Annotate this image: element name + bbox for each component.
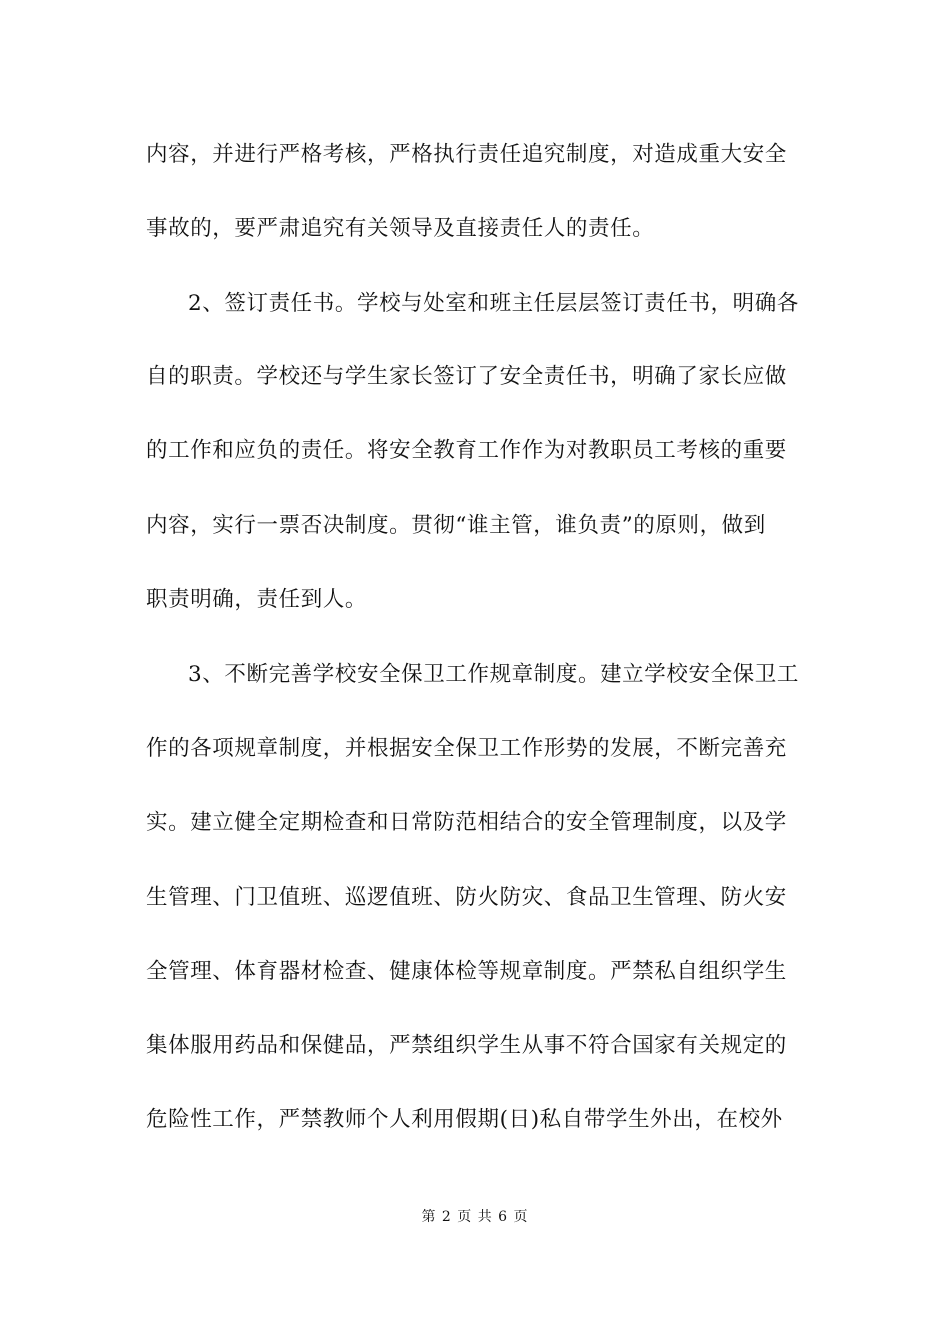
- text-line-10: 实。建立健全定期检查和日常防范相结合的安全管理制度，以及学: [146, 810, 787, 835]
- text-line-14: 危险性工作，严禁教师个人利用假期(日)私自带学生外出，在校外: [146, 1107, 783, 1132]
- text-line-12: 全管理、体育器材检查、健康体检等规章制度。严禁私自组织学生: [146, 959, 787, 984]
- text-line-11: 生管理、门卫值班、巡逻值班、防火防灾、食品卫生管理、防火安: [146, 885, 787, 910]
- text-line-8: 3、不断完善学校安全保卫工作规章制度。建立学校安全保卫工: [188, 662, 799, 687]
- text-line-9: 作的各项规章制度，并根据安全保卫工作形势的发展，不断完善充: [146, 736, 787, 761]
- text-line-4: 自的职责。学校还与学生家长签订了安全责任书，明确了家长应做: [146, 364, 787, 389]
- page-footer: 第 2 页 共 6 页: [421, 1209, 529, 1225]
- text-line-1: 内容，并进行严格考核，严格执行责任追究制度，对造成重大安全: [146, 142, 787, 167]
- text-line-7: 职责明确，责任到人。: [146, 587, 368, 612]
- text-line-13: 集体服用药品和保健品，严禁组织学生从事不符合国家有关规定的: [146, 1033, 787, 1058]
- text-line-5: 的工作和应负的责任。将安全教育工作作为对教职员工考核的重要: [146, 438, 787, 463]
- text-line-2: 事故的，要严肃追究有关领导及直接责任人的责任。: [146, 216, 655, 241]
- text-line-3: 2、签订责任书。学校与处室和班主任层层签订责任书，明确各: [188, 291, 799, 316]
- text-line-6: 内容，实行一票否决制度。贯彻“谁主管，谁负责”的原则，做到: [146, 513, 766, 538]
